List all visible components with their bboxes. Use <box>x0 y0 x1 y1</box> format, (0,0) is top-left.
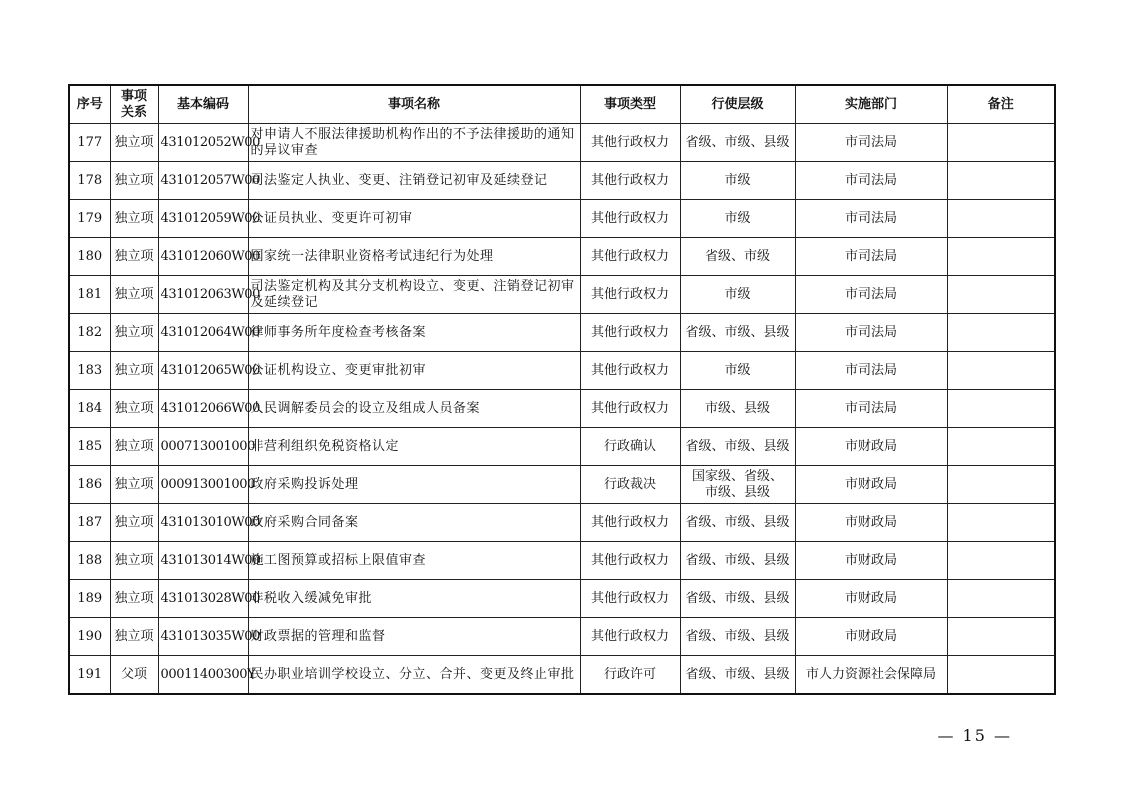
cell-type: 行政裁决 <box>580 466 680 504</box>
table-header-row <box>69 85 1055 124</box>
cell-remark <box>947 656 1055 695</box>
cell-level: 市级 <box>680 200 795 238</box>
cell-type: 其他行政权力 <box>580 124 680 162</box>
table-row <box>69 352 1055 390</box>
table-row <box>69 314 1055 352</box>
cell-code: 431013035W00 <box>158 618 248 656</box>
items-table <box>68 84 1056 695</box>
cell-no: 181 <box>69 276 110 314</box>
cell-type: 其他行政权力 <box>580 314 680 352</box>
cell-no: 179 <box>69 200 110 238</box>
cell-remark <box>947 162 1055 200</box>
cell-remark <box>947 618 1055 656</box>
cell-code: 00011400300Y <box>158 656 248 695</box>
cell-code: 431013010W00 <box>158 504 248 542</box>
cell-no: 178 <box>69 162 110 200</box>
cell-dept: 市司法局 <box>795 352 947 390</box>
cell-code: 431013014W00 <box>158 542 248 580</box>
cell-remark <box>947 238 1055 276</box>
cell-dept: 市财政局 <box>795 542 947 580</box>
cell-dept: 市人力资源社会保障局 <box>795 656 947 695</box>
cell-no: 184 <box>69 390 110 428</box>
cell-remark <box>947 276 1055 314</box>
cell-type: 其他行政权力 <box>580 390 680 428</box>
header-code: 基本编码 <box>158 85 248 124</box>
cell-code: 431012063W00 <box>158 276 248 314</box>
page-number: — 15 — <box>937 726 1012 745</box>
cell-code: 000713001000 <box>158 428 248 466</box>
cell-relation: 独立项 <box>110 124 158 162</box>
cell-relation: 父项 <box>110 656 158 695</box>
cell-relation: 独立项 <box>110 314 158 352</box>
cell-level: 市级 <box>680 162 795 200</box>
cell-remark <box>947 200 1055 238</box>
cell-relation: 独立项 <box>110 466 158 504</box>
cell-name: 施工图预算或招标上限值审查 <box>248 542 580 580</box>
cell-name: 非营利组织免税资格认定 <box>248 428 580 466</box>
cell-dept: 市财政局 <box>795 504 947 542</box>
cell-dept: 市司法局 <box>795 314 947 352</box>
cell-type: 行政确认 <box>580 428 680 466</box>
cell-remark <box>947 352 1055 390</box>
cell-relation: 独立项 <box>110 162 158 200</box>
cell-name: 对申请人不服法律援助机构作出的不予法律援助的通知的异议审查 <box>248 124 580 162</box>
cell-level: 省级、市级、县级 <box>680 580 795 618</box>
cell-code: 431012065W00 <box>158 352 248 390</box>
header-relation: 事项 关系 <box>110 85 158 124</box>
cell-remark <box>947 542 1055 580</box>
cell-dept: 市财政局 <box>795 618 947 656</box>
table-row <box>69 238 1055 276</box>
cell-type: 其他行政权力 <box>580 200 680 238</box>
cell-remark <box>947 124 1055 162</box>
cell-code: 431012057W00 <box>158 162 248 200</box>
cell-relation: 独立项 <box>110 618 158 656</box>
cell-remark <box>947 504 1055 542</box>
cell-level: 省级、市级、县级 <box>680 656 795 695</box>
cell-remark <box>947 580 1055 618</box>
cell-name: 公证机构设立、变更审批初审 <box>248 352 580 390</box>
cell-no: 182 <box>69 314 110 352</box>
cell-relation: 独立项 <box>110 200 158 238</box>
cell-name: 政府采购合同备案 <box>248 504 580 542</box>
cell-name: 司法鉴定机构及其分支机构设立、变更、注销登记初审及延续登记 <box>248 276 580 314</box>
cell-type: 其他行政权力 <box>580 276 680 314</box>
table-row <box>69 580 1055 618</box>
cell-level: 市级 <box>680 352 795 390</box>
cell-name: 律师事务所年度检查考核备案 <box>248 314 580 352</box>
cell-remark <box>947 466 1055 504</box>
cell-level: 省级、市级、县级 <box>680 618 795 656</box>
cell-no: 186 <box>69 466 110 504</box>
cell-remark <box>947 390 1055 428</box>
cell-name: 人民调解委员会的设立及组成人员备案 <box>248 390 580 428</box>
cell-type: 其他行政权力 <box>580 542 680 580</box>
cell-code: 000913001000 <box>158 466 248 504</box>
cell-dept: 市司法局 <box>795 390 947 428</box>
cell-dept: 市司法局 <box>795 238 947 276</box>
cell-type: 其他行政权力 <box>580 580 680 618</box>
cell-dept: 市司法局 <box>795 124 947 162</box>
cell-type: 行政许可 <box>580 656 680 695</box>
cell-level: 市级 <box>680 276 795 314</box>
cell-dept: 市司法局 <box>795 276 947 314</box>
table-row <box>69 390 1055 428</box>
cell-no: 180 <box>69 238 110 276</box>
cell-name: 财政票据的管理和监督 <box>248 618 580 656</box>
cell-dept: 市财政局 <box>795 466 947 504</box>
cell-name: 民办职业培训学校设立、分立、合并、变更及终止审批 <box>248 656 580 695</box>
header-level: 行使层级 <box>680 85 795 124</box>
cell-relation: 独立项 <box>110 276 158 314</box>
header-name: 事项名称 <box>248 85 580 124</box>
cell-name: 司法鉴定人执业、变更、注销登记初审及延续登记 <box>248 162 580 200</box>
cell-level: 省级、市级、县级 <box>680 124 795 162</box>
cell-level: 市级、县级 <box>680 390 795 428</box>
cell-name: 公证员执业、变更许可初审 <box>248 200 580 238</box>
cell-relation: 独立项 <box>110 428 158 466</box>
cell-no: 177 <box>69 124 110 162</box>
cell-remark <box>947 428 1055 466</box>
cell-dept: 市财政局 <box>795 580 947 618</box>
cell-level: 省级、市级、县级 <box>680 504 795 542</box>
cell-no: 185 <box>69 428 110 466</box>
cell-type: 其他行政权力 <box>580 352 680 390</box>
cell-type: 其他行政权力 <box>580 162 680 200</box>
cell-relation: 独立项 <box>110 504 158 542</box>
table-row <box>69 504 1055 542</box>
cell-code: 431013028W00 <box>158 580 248 618</box>
cell-code: 431012059W00 <box>158 200 248 238</box>
table-row <box>69 618 1055 656</box>
cell-dept: 市司法局 <box>795 200 947 238</box>
cell-relation: 独立项 <box>110 542 158 580</box>
cell-no: 183 <box>69 352 110 390</box>
cell-type: 其他行政权力 <box>580 618 680 656</box>
table-row <box>69 162 1055 200</box>
cell-name: 国家统一法律职业资格考试违纪行为处理 <box>248 238 580 276</box>
cell-relation: 独立项 <box>110 238 158 276</box>
header-no: 序号 <box>69 85 110 124</box>
cell-name: 政府采购投诉处理 <box>248 466 580 504</box>
cell-level: 省级、市级、县级 <box>680 428 795 466</box>
header-dept: 实施部门 <box>795 85 947 124</box>
table-row <box>69 542 1055 580</box>
cell-code: 431012052W00 <box>158 124 248 162</box>
table-row <box>69 428 1055 466</box>
cell-no: 187 <box>69 504 110 542</box>
cell-type: 其他行政权力 <box>580 238 680 276</box>
cell-level: 国家级、省级、 市级、县级 <box>680 466 795 504</box>
cell-relation: 独立项 <box>110 390 158 428</box>
cell-level: 省级、市级、县级 <box>680 542 795 580</box>
header-type: 事项类型 <box>580 85 680 124</box>
cell-relation: 独立项 <box>110 352 158 390</box>
cell-no: 190 <box>69 618 110 656</box>
table-body <box>69 124 1055 695</box>
cell-level: 省级、市级 <box>680 238 795 276</box>
cell-name: 非税收入缓减免审批 <box>248 580 580 618</box>
cell-code: 431012066W00 <box>158 390 248 428</box>
cell-code: 431012064W00 <box>158 314 248 352</box>
table-row <box>69 466 1055 504</box>
table-row <box>69 276 1055 314</box>
cell-dept: 市财政局 <box>795 428 947 466</box>
cell-type: 其他行政权力 <box>580 504 680 542</box>
cell-no: 189 <box>69 580 110 618</box>
table-row <box>69 656 1055 695</box>
cell-dept: 市司法局 <box>795 162 947 200</box>
cell-level: 省级、市级、县级 <box>680 314 795 352</box>
cell-code: 431012060W00 <box>158 238 248 276</box>
cell-no: 188 <box>69 542 110 580</box>
cell-remark <box>947 314 1055 352</box>
cell-no: 191 <box>69 656 110 695</box>
header-remark: 备注 <box>947 85 1055 124</box>
table-row <box>69 200 1055 238</box>
cell-relation: 独立项 <box>110 580 158 618</box>
table-row <box>69 124 1055 162</box>
